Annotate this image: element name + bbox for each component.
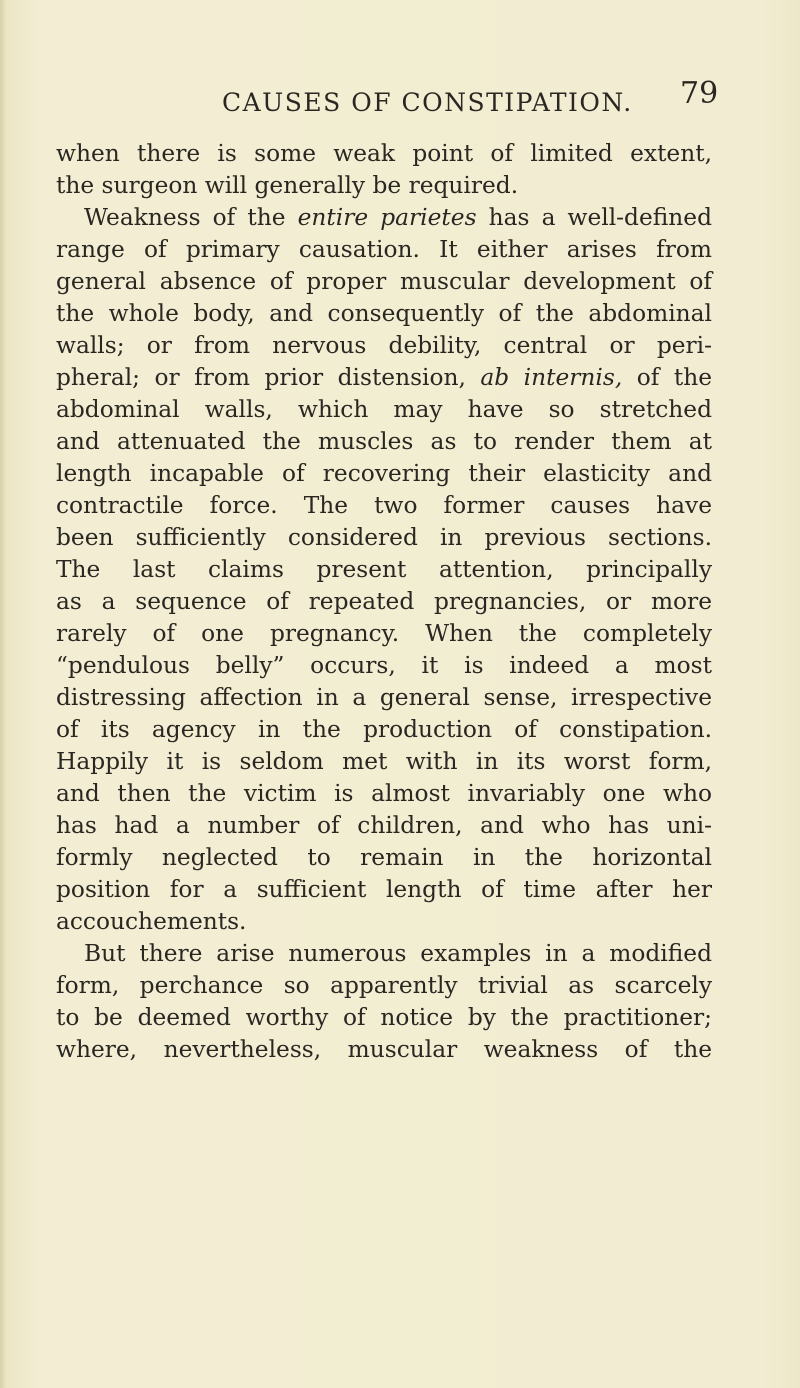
page-gutter [0,0,6,1388]
text-line: But there arise numerous examples in a modified [84,940,712,967]
page-number: 79 [680,76,719,111]
text-line: position for a sufficient length of time after her [56,876,712,903]
text-line: distressing affection in a general sense, irrespective [56,684,712,711]
italic-phrase: ab internis, [480,364,623,391]
text-line: form, perchance so apparently trivial as scarcely [56,972,712,999]
text-line: been sufficiently considered in previous sections. [56,524,712,551]
text-line: general absence of proper muscular development of [56,268,712,295]
text-line: rarely of one pregnancy. When the completely [56,620,712,647]
running-title: CAUSES OF CONSTIPATION. [222,88,633,117]
text-line: walls; or from nervous debility, central or peri- [56,332,712,359]
italic-phrase: entire parietes [297,204,477,231]
text-line [56,362,712,394]
text-line: formly neglected to remain in the horizontal [56,844,712,871]
text-line: “pendulous belly” occurs, it is indeed a most [56,652,712,679]
text-line: where, nevertheless, muscular weakness of the [56,1036,712,1063]
text-line: abdominal walls, which may have so stretched [56,396,712,423]
text-line: length incapable of recovering their elasticity and [56,460,712,487]
text-line: to be deemed worthy of notice by the practitioner; [56,1004,712,1031]
text-line [56,202,712,234]
text-segment: has a well-defined [476,204,712,231]
text-line: and then the victim is almost invariably one who [56,780,712,807]
text-line: the surgeon will generally be required. [56,172,519,199]
text-line: contractile force. The two former causes have [56,492,712,519]
text-line: of its agency in the production of constipation. [56,716,712,743]
text-line: Happily it is seldom met with in its worst form, [56,748,712,775]
body-text [56,138,712,1066]
text-segment: pheral; or from prior distension, [56,364,481,391]
text-line: the whole body, and consequently of the abdominal [56,300,712,327]
text-segment: of the [622,364,712,391]
text-line: accouchements. [56,908,247,935]
text-line: when there is some weak point of limited extent, [56,140,712,167]
text-line: as a sequence of repeated pregnancies, or more [56,588,712,615]
text-line: and attenuated the muscles as to render them at [56,428,712,455]
page-header [0,76,800,124]
text-line: The last claims present attention, principally [56,556,712,583]
text-segment: Weakness of the [84,204,298,231]
text-line: range of primary causation. It either arises from [56,236,712,263]
text-line: has had a number of children, and who has uni- [56,812,712,839]
